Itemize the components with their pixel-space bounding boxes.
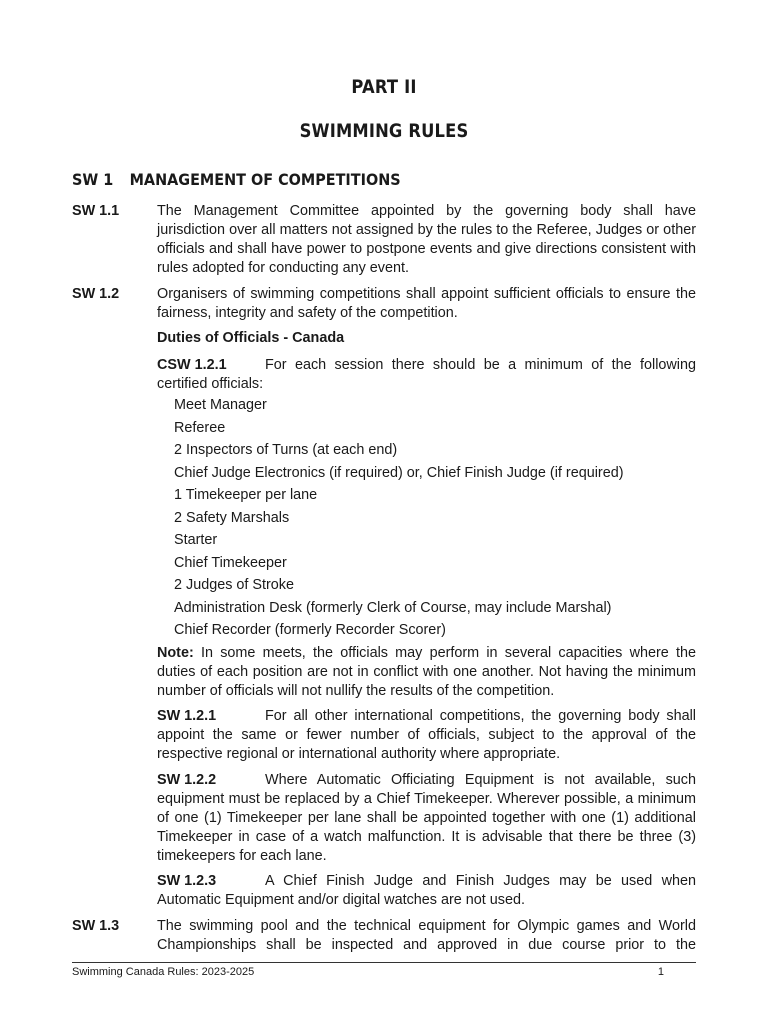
rule-text-csw121: For each session there should be a minimum of the following certified officials: [157,357,696,392]
rule-label-sw11: SW 1.1 [72,203,120,219]
official-item: Referee [174,419,226,436]
document-title: SWIMMING RULES [299,120,469,142]
official-item: Meet Manager [174,397,267,413]
official-item: Chief Judge Electronics (if required) or, Chief Finish Judge (if required) [174,464,624,481]
rule-label-sw122: SW 1.2.2 [157,772,217,788]
rule-label-sw121: SW 1.2.1 [157,708,217,724]
note-text: In some meets, the officials may perform in several capacities where the duties of each position are not in conflict with one another. Not having the minimum number of officials will not nullify the results of the competition. [157,645,696,699]
rule-text-sw121: For all other international competitions, the governing body shall appoint the same or fewer number of officials, subject to the approval of the respective regional or international authority where appropriate. [157,708,696,762]
rule-text-sw123: A Chief Finish Judge and Finish Judges may be used when Automatic Equipment and/or digital watches are not used. [157,873,696,908]
rule-label-sw123: SW 1.2.3 [157,873,217,889]
section-number: SW 1 [72,170,114,189]
rule-sw122 [157,771,696,866]
rule-text-sw11: The Management Committee appointed by the governing body shall have jurisdiction over all matters not assigned by the rules to the Referee, Judges or other officials and shall have power to postpone events and give directions consistent with rules adopted for conducting any event. [157,203,696,276]
rule-csw121 [157,356,696,394]
page-number: 1 [657,966,664,978]
rule-text-sw12: Organisers of swimming competitions shall appoint sufficient officials to ensure the fairness, integrity and safety of the competition. [157,286,696,321]
footer-title: Swimming Canada Rules: 2023-2025 [72,966,255,978]
official-item: 2 Inspectors of Turns (at each end) [174,442,398,458]
rule-label-csw121: CSW 1.2.1 [157,357,227,373]
official-item: Administration Desk (formerly Clerk of Course, may include Marshal) [174,599,612,616]
section-heading [72,170,401,189]
official-item: 2 Judges of Stroke [174,577,294,593]
note-label: Note: [157,645,194,661]
rule-sw121 [157,707,696,764]
part-title: PART II [351,76,417,98]
official-item: Starter [174,532,218,548]
rule-label-sw13: SW 1.3 [72,918,120,934]
footer-divider [72,962,696,963]
official-item: Chief Timekeeper [174,554,287,571]
note-paragraph [157,644,696,701]
rule-text-sw13: The swimming pool and the technical equipment for Olympic games and World Championships shall be inspected and approved in due course prior to the [157,918,696,953]
rule-label-sw12: SW 1.2 [72,286,120,302]
official-item: 2 Safety Marshals [174,509,290,526]
section-title: MANAGEMENT OF COMPETITIONS [129,170,401,189]
duties-heading: Duties of Officials - Canada [157,330,345,346]
rule-sw123 [157,872,696,910]
official-item: 1 Timekeeper per lane [174,487,318,503]
official-item: Chief Recorder (formerly Recorder Scorer) [174,622,446,638]
rule-text-sw122: Where Automatic Officiating Equipment is not available, such equipment must be replaced by a Chief Timekeeper. Wherever possible, a minimum of one (1) Timekeeper per lane shall be appointed together with one (1) additional Timekeeper in case of a watch malfunction. It is advisable that there be three (3) timekeepers for each lane. [157,772,696,864]
